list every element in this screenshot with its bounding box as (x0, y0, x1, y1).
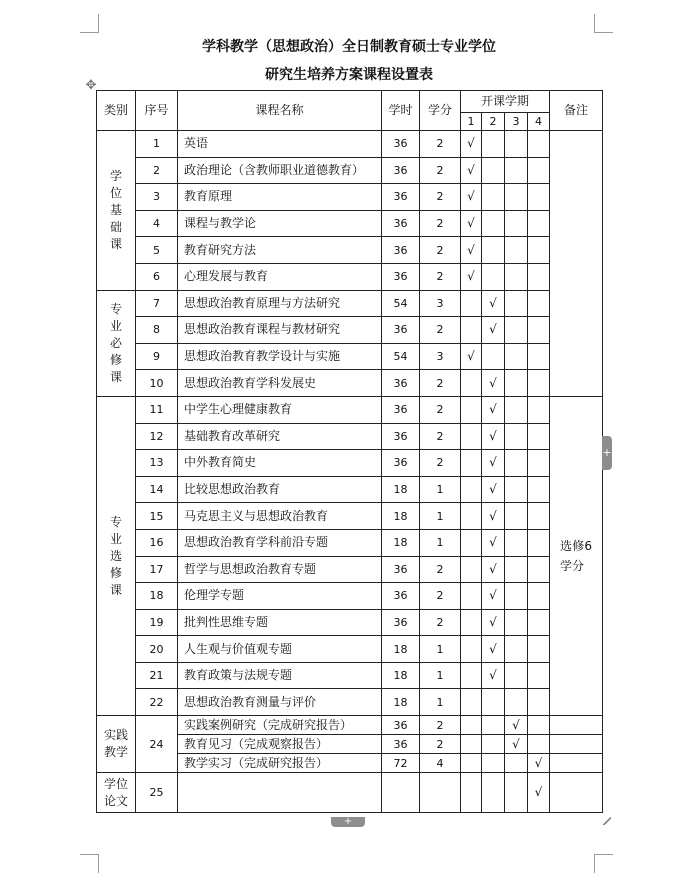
semester-3-cell (505, 476, 528, 503)
course-credits: 1 (420, 503, 461, 530)
check-mark-icon: √ (489, 561, 497, 576)
semester-3-cell (505, 689, 528, 716)
check-mark-icon: √ (467, 242, 475, 257)
check-mark-icon: √ (467, 189, 475, 204)
course-hours: 36 (382, 735, 420, 754)
header-semester: 开课学期 (461, 91, 550, 113)
course-credits: 2 (420, 157, 461, 184)
check-mark-icon: √ (467, 349, 475, 364)
semester-2-cell (482, 290, 505, 317)
check-mark-icon: √ (467, 216, 475, 231)
course-number: 19 (136, 609, 178, 636)
course-hours: 36 (382, 317, 420, 344)
course-credits: 4 (420, 754, 461, 773)
course-name: 人生观与价值观专题 (178, 636, 382, 663)
table-row (97, 636, 603, 663)
page-corner-mark-top-left (80, 14, 99, 33)
course-number: 1 (136, 131, 178, 158)
category-c3 (97, 396, 136, 715)
course-name: 比较思想政治教育 (178, 476, 382, 503)
semester-1-cell (461, 716, 482, 735)
table-row (97, 157, 603, 184)
course-name: 英语 (178, 131, 382, 158)
course-name: 心理发展与教育 (178, 263, 382, 290)
course-number: 8 (136, 317, 178, 344)
course-credits: 2 (420, 370, 461, 397)
course-number: 21 (136, 662, 178, 689)
table-row (97, 131, 603, 158)
check-mark-icon: √ (489, 668, 497, 683)
semester-4-cell (528, 476, 550, 503)
semester-3-cell (505, 317, 528, 344)
course-credits: 2 (420, 556, 461, 583)
table-row (97, 583, 603, 610)
header-sem-2: 2 (482, 113, 505, 131)
course-number: 20 (136, 636, 178, 663)
remark-cell (550, 131, 603, 397)
course-credits: 1 (420, 636, 461, 663)
course-name: 课程与教学论 (178, 210, 382, 237)
course-name: 教育政策与法规专题 (178, 662, 382, 689)
course-hours: 36 (382, 263, 420, 290)
semester-1-cell (461, 343, 482, 370)
semester-1-cell (461, 423, 482, 450)
table-row (97, 450, 603, 477)
check-mark-icon: √ (489, 428, 497, 443)
check-mark-icon: √ (489, 375, 497, 390)
semester-1-cell (461, 263, 482, 290)
check-mark-icon: √ (489, 508, 497, 523)
semester-1-cell (461, 754, 482, 773)
course-credits (420, 773, 461, 813)
course-hours (382, 773, 420, 813)
course-number: 15 (136, 503, 178, 530)
course-credits: 2 (420, 583, 461, 610)
header-row (97, 91, 603, 113)
semester-3-cell (505, 290, 528, 317)
table-row (97, 609, 603, 636)
semester-4-cell (528, 317, 550, 344)
course-hours: 18 (382, 503, 420, 530)
course-credits: 2 (420, 237, 461, 264)
semester-1-cell (461, 583, 482, 610)
remark-cell (550, 754, 603, 773)
remark-cell (550, 716, 603, 735)
course-name: 马克思主义与思想政治教育 (178, 503, 382, 530)
page-corner-mark-top-right (594, 14, 613, 33)
course-name: 中学生心理健康教育 (178, 396, 382, 423)
semester-2-cell (482, 609, 505, 636)
course-credits: 2 (420, 317, 461, 344)
thesis-row (97, 773, 603, 813)
semester-1-cell (461, 529, 482, 556)
semester-4-cell (528, 184, 550, 211)
course-name: 教育见习（完成观察报告） (178, 735, 382, 754)
semester-1-cell (461, 184, 482, 211)
semester-4-cell (528, 636, 550, 663)
course-name: 政治理论（含教师职业道德教育） (178, 157, 382, 184)
semester-1-cell (461, 609, 482, 636)
check-mark-icon: √ (467, 162, 475, 177)
check-mark-icon: √ (534, 785, 543, 800)
semester-2-cell (482, 583, 505, 610)
course-number: 14 (136, 476, 178, 503)
table-row (97, 343, 603, 370)
semester-1-cell (461, 735, 482, 754)
course-name: 思想政治教育课程与教材研究 (178, 317, 382, 344)
semester-3-cell (505, 583, 528, 610)
course-number: 6 (136, 263, 178, 290)
semester-1-cell (461, 210, 482, 237)
semester-1-cell (461, 689, 482, 716)
course-credits: 2 (420, 396, 461, 423)
semester-3-cell (505, 237, 528, 264)
elective-remark (550, 396, 603, 715)
header-sem-3: 3 (505, 113, 528, 131)
course-hours: 36 (382, 131, 420, 158)
course-credits: 2 (420, 131, 461, 158)
course-hours: 36 (382, 583, 420, 610)
semester-2-cell (482, 662, 505, 689)
category-label: 学位论文 (103, 776, 128, 808)
semester-1-cell (461, 237, 482, 264)
practice-row (97, 716, 603, 735)
semester-3-cell (505, 184, 528, 211)
semester-2-cell (482, 237, 505, 264)
semester-2-cell (482, 343, 505, 370)
semester-4-cell (528, 716, 550, 735)
remark-cell (550, 735, 603, 754)
semester-3-cell (505, 556, 528, 583)
course-name: 伦理学专题 (178, 583, 382, 610)
header-seq: 序号 (136, 91, 178, 131)
course-number: 17 (136, 556, 178, 583)
course-hours: 36 (382, 609, 420, 636)
table-resize-handle-icon[interactable] (603, 817, 611, 825)
semester-3-cell (505, 396, 528, 423)
course-name: 教育原理 (178, 184, 382, 211)
semester-2-cell (482, 317, 505, 344)
table-row (97, 370, 603, 397)
course-name: 思想政治教育测量与评价 (178, 689, 382, 716)
semester-3-cell (505, 370, 528, 397)
course-number: 4 (136, 210, 178, 237)
course-name (178, 773, 382, 813)
course-name: 思想政治教育教学设计与实施 (178, 343, 382, 370)
check-mark-icon: √ (489, 588, 497, 603)
header-credits: 学分 (420, 91, 461, 131)
course-name: 中外教育简史 (178, 450, 382, 477)
semester-4-cell (528, 131, 550, 158)
page-corner-mark-bottom-right (594, 854, 613, 873)
course-number: 7 (136, 290, 178, 317)
course-credits: 1 (420, 529, 461, 556)
semester-1-cell (461, 131, 482, 158)
check-mark-icon: √ (489, 295, 497, 310)
table-row (97, 476, 603, 503)
header-sem-1: 1 (461, 113, 482, 131)
table-row (97, 529, 603, 556)
course-credits: 2 (420, 716, 461, 735)
course-number: 25 (136, 773, 178, 813)
semester-2-cell (482, 503, 505, 530)
table-row (97, 503, 603, 530)
course-credits: 2 (420, 210, 461, 237)
course-credits: 3 (420, 343, 461, 370)
course-hours: 36 (382, 423, 420, 450)
semester-3-cell (505, 210, 528, 237)
course-credits: 2 (420, 735, 461, 754)
semester-2-cell (482, 184, 505, 211)
semester-3-cell (505, 423, 528, 450)
semester-2-cell (482, 263, 505, 290)
semester-4-cell (528, 396, 550, 423)
course-number: 22 (136, 689, 178, 716)
check-mark-icon: √ (489, 322, 497, 337)
table-row (97, 210, 603, 237)
elective-note: 选修6学分 (560, 539, 593, 573)
course-table (96, 90, 603, 813)
semester-1-cell (461, 317, 482, 344)
table-row (97, 184, 603, 211)
semester-3-cell (505, 773, 528, 813)
course-name: 批判性思维专题 (178, 609, 382, 636)
semester-4-cell (528, 529, 550, 556)
semester-3-cell (505, 503, 528, 530)
course-hours: 36 (382, 396, 420, 423)
semester-2-cell (482, 476, 505, 503)
semester-2-cell (482, 689, 505, 716)
semester-4-cell (528, 450, 550, 477)
table-row (97, 689, 603, 716)
course-hours: 54 (382, 290, 420, 317)
semester-3-cell (505, 263, 528, 290)
course-hours: 36 (382, 716, 420, 735)
course-number: 3 (136, 184, 178, 211)
header-hours: 学时 (382, 91, 420, 131)
course-hours: 36 (382, 450, 420, 477)
table-row (97, 396, 603, 423)
semester-2-cell (482, 450, 505, 477)
check-mark-icon: √ (512, 736, 520, 751)
course-hours: 18 (382, 662, 420, 689)
semester-3-cell (505, 662, 528, 689)
semester-4-cell (528, 237, 550, 264)
semester-4-cell (528, 609, 550, 636)
category-label: 学位基础课 (109, 168, 122, 251)
course-number: 13 (136, 450, 178, 477)
semester-3-cell (505, 529, 528, 556)
course-name: 哲学与思想政治教育专题 (178, 556, 382, 583)
course-name: 思想政治教育学科前沿专题 (178, 529, 382, 556)
table-move-handle-icon[interactable]: ✥ (85, 78, 97, 93)
category-c2 (97, 290, 136, 396)
semester-4-cell (528, 556, 550, 583)
semester-1-cell (461, 450, 482, 477)
semester-1-cell (461, 290, 482, 317)
course-number: 5 (136, 237, 178, 264)
semester-4-cell (528, 662, 550, 689)
semester-1-cell (461, 662, 482, 689)
check-mark-icon: √ (489, 402, 497, 417)
semester-1-cell (461, 773, 482, 813)
course-number: 24 (136, 716, 178, 773)
semester-4-cell (528, 370, 550, 397)
document-title: 学科教学（思想政治）全日制教育硕士专业学位 (202, 39, 496, 55)
course-number: 11 (136, 396, 178, 423)
semester-1-cell (461, 556, 482, 583)
add-row-icon[interactable]: + (331, 817, 365, 827)
check-mark-icon: √ (467, 269, 475, 284)
semester-1-cell (461, 636, 482, 663)
course-credits: 1 (420, 476, 461, 503)
semester-3-cell (505, 716, 528, 735)
course-credits: 2 (420, 263, 461, 290)
course-number: 2 (136, 157, 178, 184)
category-label: 专业选修课 (109, 514, 122, 597)
table-row (97, 423, 603, 450)
semester-4-cell (528, 423, 550, 450)
course-hours: 36 (382, 157, 420, 184)
semester-3-cell (505, 636, 528, 663)
add-column-icon[interactable]: + (602, 436, 612, 470)
course-hours: 54 (382, 343, 420, 370)
course-hours: 18 (382, 689, 420, 716)
check-mark-icon: √ (489, 535, 497, 550)
semester-1-cell (461, 396, 482, 423)
semester-4-cell (528, 157, 550, 184)
course-credits: 2 (420, 450, 461, 477)
course-name: 基础教育改革研究 (178, 423, 382, 450)
remark-cell (550, 773, 603, 813)
semester-4-cell (528, 583, 550, 610)
category-c4 (97, 716, 136, 773)
check-mark-icon: √ (489, 641, 497, 656)
semester-2-cell (482, 636, 505, 663)
header-sem-4: 4 (528, 113, 550, 131)
course-hours: 36 (382, 556, 420, 583)
semester-3-cell (505, 754, 528, 773)
semester-2-cell (482, 529, 505, 556)
category-c1 (97, 131, 136, 291)
semester-3-cell (505, 157, 528, 184)
course-number: 12 (136, 423, 178, 450)
semester-2-cell (482, 210, 505, 237)
table-row (97, 263, 603, 290)
semester-3-cell (505, 450, 528, 477)
course-credits: 1 (420, 689, 461, 716)
course-credits: 2 (420, 184, 461, 211)
semester-2-cell (482, 157, 505, 184)
table-row (97, 662, 603, 689)
check-mark-icon: √ (512, 717, 520, 732)
header-remark: 备注 (550, 91, 603, 131)
check-mark-icon: √ (489, 482, 497, 497)
course-number: 16 (136, 529, 178, 556)
semester-4-cell (528, 689, 550, 716)
semester-2-cell (482, 716, 505, 735)
course-credits: 1 (420, 662, 461, 689)
course-credits: 2 (420, 423, 461, 450)
semester-2-cell (482, 556, 505, 583)
page-corner-mark-bottom-left (80, 854, 99, 873)
semester-1-cell (461, 370, 482, 397)
course-credits: 2 (420, 609, 461, 636)
semester-4-cell (528, 754, 550, 773)
semester-4-cell (528, 263, 550, 290)
semester-2-cell (482, 370, 505, 397)
semester-1-cell (461, 476, 482, 503)
course-hours: 36 (382, 184, 420, 211)
table-row (97, 556, 603, 583)
course-name: 教育研究方法 (178, 237, 382, 264)
semester-4-cell (528, 773, 550, 813)
course-hours: 18 (382, 636, 420, 663)
semester-2-cell (482, 131, 505, 158)
semester-2-cell (482, 735, 505, 754)
semester-2-cell (482, 396, 505, 423)
semester-3-cell (505, 735, 528, 754)
course-name: 思想政治教育学科发展史 (178, 370, 382, 397)
course-hours: 18 (382, 476, 420, 503)
course-name: 实践案例研究（完成研究报告） (178, 716, 382, 735)
course-hours: 36 (382, 237, 420, 264)
semester-4-cell (528, 343, 550, 370)
header-course: 课程名称 (178, 91, 382, 131)
header-category: 类别 (97, 91, 136, 131)
semester-2-cell (482, 773, 505, 813)
semester-4-cell (528, 735, 550, 754)
course-hours: 36 (382, 370, 420, 397)
semester-4-cell (528, 210, 550, 237)
course-number: 10 (136, 370, 178, 397)
table-row (97, 237, 603, 264)
course-hours: 18 (382, 529, 420, 556)
category-label: 实践教学 (103, 728, 128, 760)
table-row (97, 290, 603, 317)
course-hours: 72 (382, 754, 420, 773)
course-name: 思想政治教育原理与方法研究 (178, 290, 382, 317)
course-number: 18 (136, 583, 178, 610)
course-credits: 3 (420, 290, 461, 317)
semester-3-cell (505, 343, 528, 370)
semester-1-cell (461, 157, 482, 184)
category-c5 (97, 773, 136, 813)
course-name: 教学实习（完成研究报告） (178, 754, 382, 773)
semester-2-cell (482, 754, 505, 773)
semester-4-cell (528, 290, 550, 317)
category-label: 专业必修课 (109, 301, 122, 384)
semester-1-cell (461, 503, 482, 530)
document-subtitle: 研究生培养方案课程设置表 (265, 67, 433, 83)
semester-3-cell (505, 609, 528, 636)
check-mark-icon: √ (489, 455, 497, 470)
table-row (97, 317, 603, 344)
semester-2-cell (482, 423, 505, 450)
course-hours: 36 (382, 210, 420, 237)
check-mark-icon: √ (534, 755, 543, 770)
check-mark-icon: √ (489, 614, 497, 629)
check-mark-icon: √ (467, 136, 475, 151)
semester-3-cell (505, 131, 528, 158)
semester-4-cell (528, 503, 550, 530)
course-number: 9 (136, 343, 178, 370)
